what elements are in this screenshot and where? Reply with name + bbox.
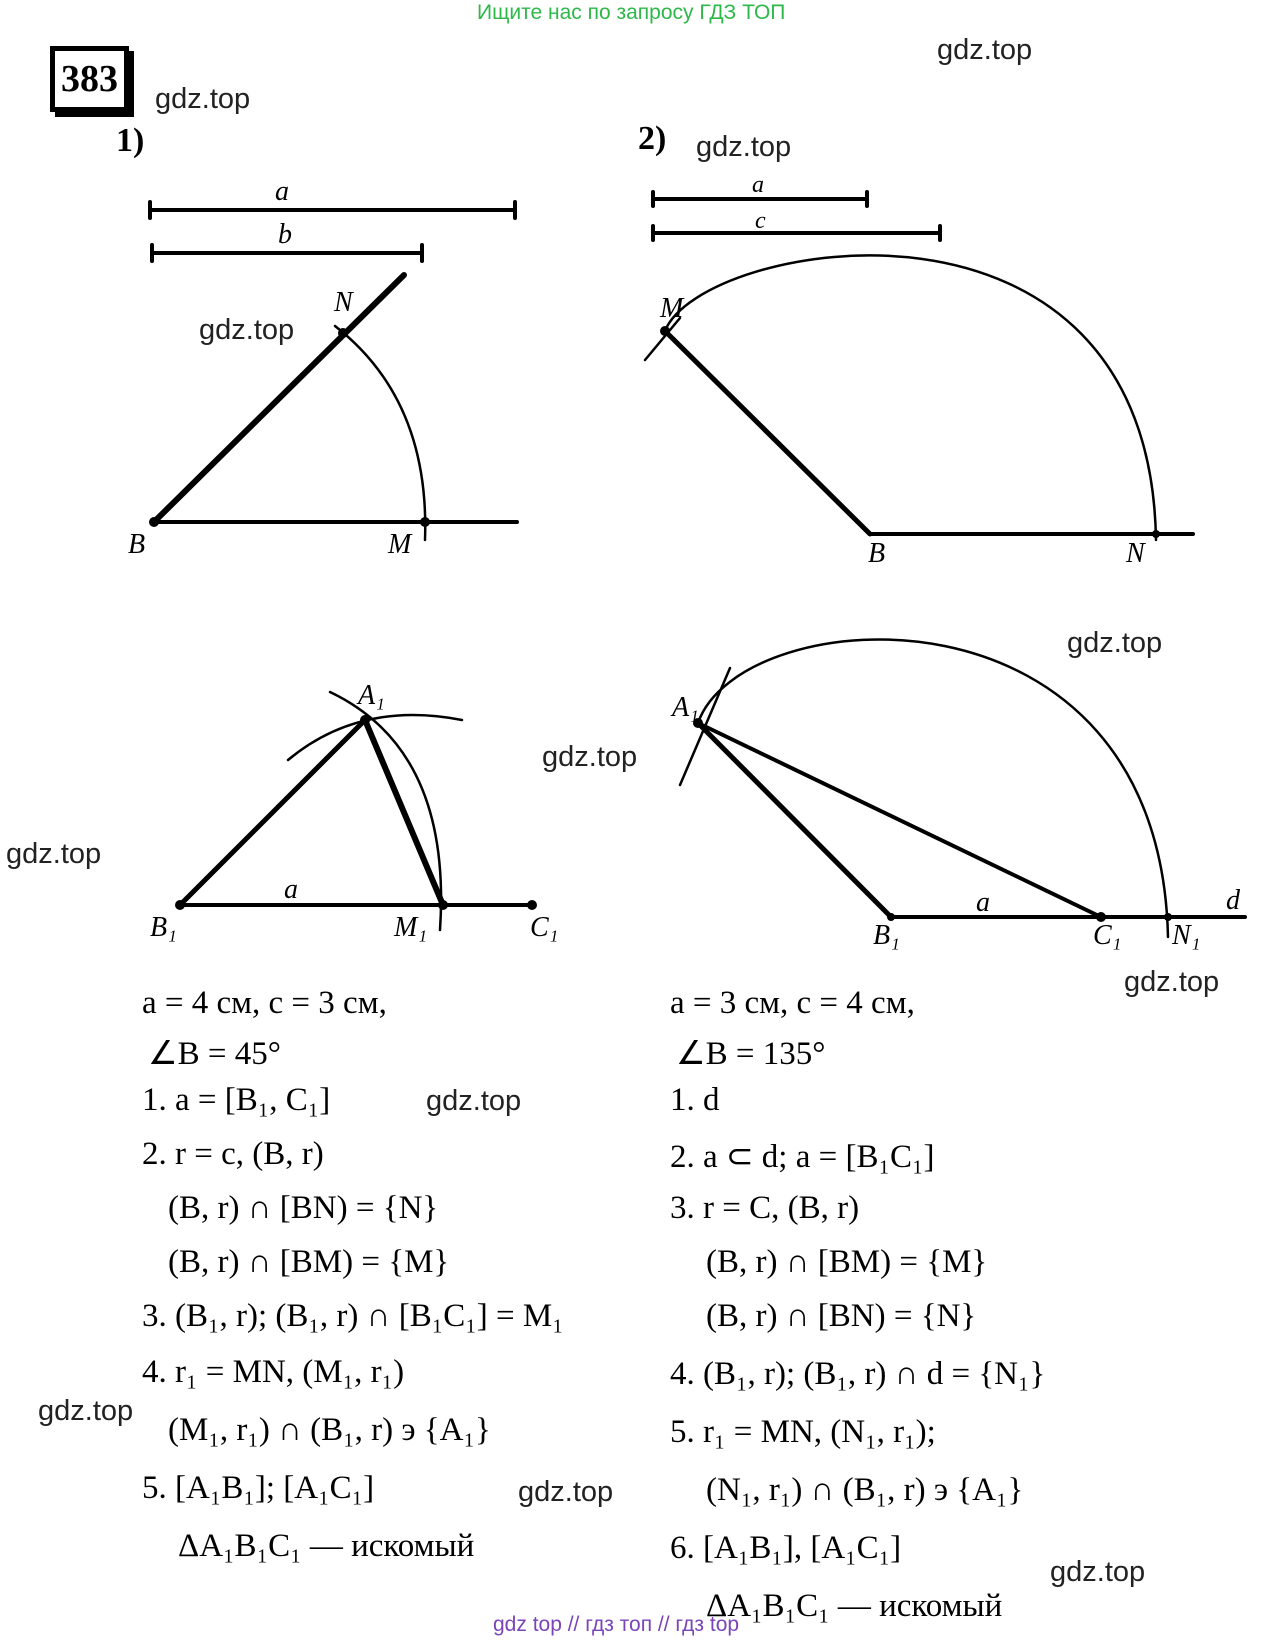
problem-number: 383 bbox=[50, 46, 129, 112]
sol2-step: 4. (B₁, r); (B₁, r) ∩ d = {N₁} bbox=[670, 1356, 1046, 1392]
point-c1-1 bbox=[527, 900, 537, 910]
label-c-top2: c bbox=[755, 208, 766, 234]
label-a1-bot1: A₁ bbox=[358, 680, 385, 711]
point-m-2 bbox=[660, 326, 670, 336]
point-b-1 bbox=[149, 517, 159, 527]
point-a1-1 bbox=[360, 715, 370, 725]
label-n-top2: N bbox=[1126, 538, 1145, 569]
ray-bn-1 bbox=[154, 275, 404, 522]
label-a-top2: a bbox=[752, 172, 764, 198]
label-b-top1-vertex: B bbox=[128, 529, 146, 560]
watermark: gdz.top bbox=[518, 1476, 614, 1508]
given-1-line2: ∠B = 45° bbox=[148, 1036, 281, 1072]
sol1-step: (B, r) ∩ [BM) = {M} bbox=[168, 1244, 450, 1280]
label-a-bot2: a bbox=[976, 887, 990, 918]
label-d-bot2: d bbox=[1226, 885, 1240, 916]
watermark: gdz.top bbox=[199, 314, 295, 346]
footer-watermark: gdz top // гдз топ // гдз top bbox=[493, 1613, 740, 1636]
given-2-line2: ∠B = 135° bbox=[676, 1036, 826, 1072]
watermark: gdz.top bbox=[1067, 627, 1163, 659]
watermark: gdz.top bbox=[1050, 1556, 1146, 1588]
label-m-top1: M bbox=[388, 529, 412, 560]
watermark: gdz.top bbox=[38, 1395, 134, 1427]
side-b1a1-2 bbox=[698, 723, 891, 917]
sol2-step: 6. [A₁B₁], [A₁C₁] bbox=[670, 1530, 902, 1566]
sol1-step: 2. r = c, (B, r) bbox=[142, 1136, 324, 1172]
watermark: gdz.top bbox=[426, 1085, 522, 1117]
sol2-step: (B, r) ∩ [BN) = {N} bbox=[706, 1298, 977, 1334]
part-1-label: 1) bbox=[116, 122, 145, 159]
watermark: gdz.top bbox=[937, 34, 1033, 66]
arc-mn-2 bbox=[665, 255, 1156, 540]
point-n-2 bbox=[1152, 530, 1160, 538]
given-1-line1: a = 4 см, c = 3 см, bbox=[142, 985, 387, 1021]
segment-c-2 bbox=[653, 226, 940, 240]
sol2-step: 3. r = C, (B, r) bbox=[670, 1190, 860, 1226]
sol2-step: 1. d bbox=[670, 1082, 720, 1118]
point-n-1 bbox=[338, 328, 348, 338]
label-n1-bot2: N₁ bbox=[1172, 920, 1201, 951]
point-m1-1 bbox=[438, 900, 448, 910]
label-b-top2: B bbox=[868, 538, 886, 569]
watermark: gdz.top bbox=[155, 83, 251, 115]
watermark: gdz.top bbox=[542, 741, 638, 773]
sol1-step: (B, r) ∩ [BN) = {N} bbox=[168, 1190, 439, 1226]
label-m1-bot1: M₁ bbox=[394, 912, 428, 943]
label-a-bot1: a bbox=[284, 874, 298, 905]
sol1-step: 4. r₁ = MN, (M₁, r₁) bbox=[142, 1354, 405, 1390]
tick-a1-2 bbox=[680, 668, 730, 785]
side-b1a1-1 bbox=[180, 720, 365, 905]
sol2-step: (B, r) ∩ [BM) = {M} bbox=[706, 1244, 988, 1280]
sol1-step: 3. (B₁, r); (B₁, r) ∩ [B₁C₁] = M₁ bbox=[142, 1298, 564, 1334]
label-a-top1: a bbox=[275, 176, 289, 207]
sol1-result: ΔA₁B₁C₁ — искомый bbox=[178, 1528, 475, 1564]
label-n-top1: N bbox=[334, 287, 353, 318]
label-b-top1: b bbox=[278, 219, 292, 250]
sol2-step: 2. a ⊂ d; a = [B₁C₁] bbox=[670, 1139, 935, 1175]
sol1-step: (M₁, r₁) ∩ (B₁, r) э {A₁} bbox=[168, 1412, 491, 1448]
point-n1-2 bbox=[1164, 913, 1172, 921]
side-a1c1-2 bbox=[698, 723, 1101, 917]
point-b1-1 bbox=[175, 900, 185, 910]
label-b1-bot2: B₁ bbox=[873, 920, 900, 951]
given-2-line1: a = 3 см, c = 4 см, bbox=[670, 985, 915, 1021]
label-a1-bot2: A₁ bbox=[672, 692, 699, 723]
watermark: gdz.top bbox=[696, 131, 792, 163]
watermark: gdz.top bbox=[1124, 966, 1220, 998]
segment-a-1 bbox=[150, 202, 515, 218]
point-m-1 bbox=[420, 517, 430, 527]
ray-bm-2 bbox=[665, 331, 870, 534]
label-b1-bot1: B₁ bbox=[150, 912, 177, 943]
label-c1-bot1: C₁ bbox=[530, 912, 559, 943]
top-banner: Ищите нас по запросу ГДЗ ТОП bbox=[477, 1, 786, 24]
sol2-step: 5. r₁ = MN, (N₁, r₁); bbox=[670, 1414, 936, 1450]
sol1-step: 1. a = [B₁, C₁] bbox=[142, 1082, 331, 1118]
sol2-step: (N₁, r₁) ∩ (B₁, r) э {A₁} bbox=[706, 1472, 1024, 1508]
arc-n1r1-2 bbox=[698, 639, 1168, 937]
label-c1-bot2: C₁ bbox=[1093, 920, 1122, 951]
sol2-result: ΔA₁B₁C₁ — искомый bbox=[706, 1588, 1003, 1624]
arc-m1r1-1 bbox=[330, 692, 441, 930]
watermark: gdz.top bbox=[6, 838, 102, 870]
label-m-top2: M bbox=[660, 293, 684, 324]
arc-bn-1 bbox=[335, 326, 425, 540]
sol1-step: 5. [A₁B₁]; [A₁C₁] bbox=[142, 1470, 375, 1506]
part-2-label: 2) bbox=[638, 120, 667, 157]
